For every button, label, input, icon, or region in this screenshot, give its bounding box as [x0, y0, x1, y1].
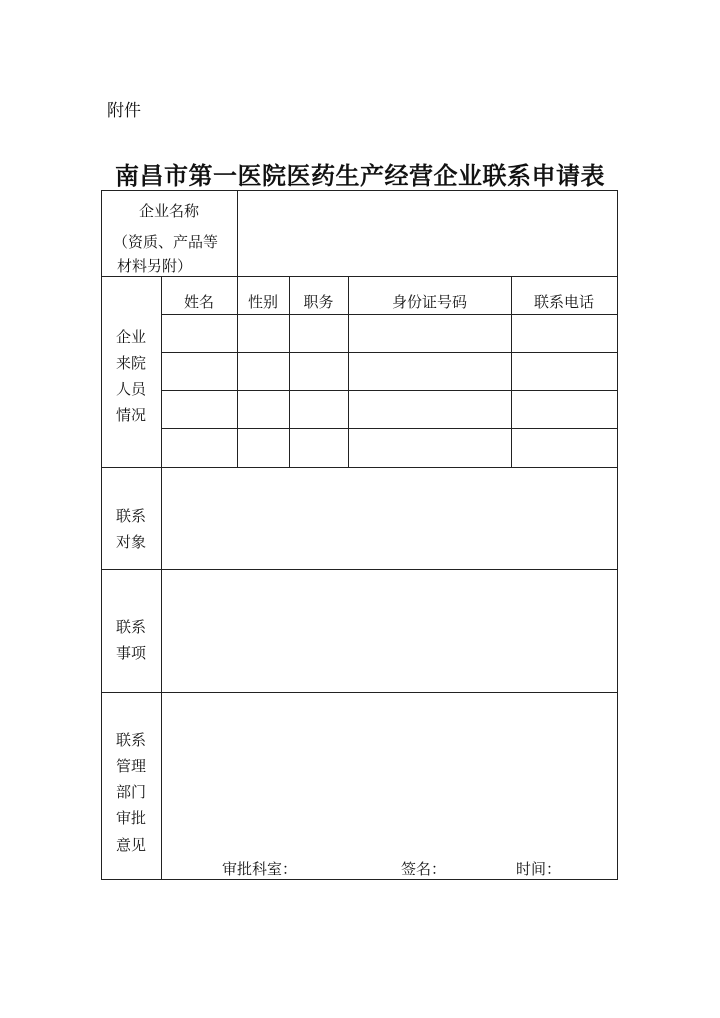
contact-matter-label-1: 联系: [115, 618, 146, 636]
contact-matter-field[interactable]: [162, 570, 617, 692]
staff-name-cell[interactable]: [162, 429, 237, 467]
company-name-label: 企业名称: [138, 202, 199, 220]
staff-name-cell[interactable]: [162, 391, 237, 428]
staff-id-cell[interactable]: [349, 429, 511, 467]
staff-label-line-3: 人员: [115, 380, 146, 398]
contact-target-label-1: 联系: [115, 507, 146, 525]
company-name-note-2: 材料另附）: [117, 257, 193, 275]
staff-position-cell[interactable]: [290, 353, 348, 390]
header-gender: 性别: [247, 293, 278, 311]
staff-id-cell[interactable]: [349, 391, 511, 428]
table-row: [162, 353, 617, 390]
header-name: 姓名: [183, 293, 214, 311]
approval-label-line-2: 管理: [115, 757, 146, 775]
attachment-label: 附件: [107, 101, 141, 121]
staff-gender-cell[interactable]: [238, 391, 289, 428]
staff-name-cell[interactable]: [162, 315, 237, 352]
approval-sign-label: 签名：: [401, 860, 447, 878]
staff-position-cell[interactable]: [290, 391, 348, 428]
table-row: [162, 391, 617, 428]
approval-opinion-field[interactable]: [162, 693, 617, 853]
staff-label-line-1: 企业: [115, 328, 146, 346]
staff-gender-cell[interactable]: [238, 353, 289, 390]
approval-label-line-5: 意见: [115, 836, 146, 854]
form-title: 南昌市第一医院医药生产经营企业联系申请表: [115, 161, 605, 190]
header-position: 职务: [303, 293, 334, 311]
staff-id-cell[interactable]: [349, 353, 511, 390]
staff-phone-cell[interactable]: [512, 391, 617, 428]
approval-label-line-1: 联系: [115, 731, 146, 749]
contact-matter-label-2: 事项: [115, 644, 146, 662]
contact-target-field[interactable]: [162, 468, 617, 569]
header-id-number: 身份证号码: [391, 293, 467, 311]
approval-label-line-4: 审批: [115, 809, 146, 827]
staff-gender-cell[interactable]: [238, 315, 289, 352]
staff-phone-cell[interactable]: [512, 315, 617, 352]
table-row: [162, 315, 617, 352]
staff-phone-cell[interactable]: [512, 353, 617, 390]
staff-label-line-2: 来院: [115, 354, 146, 372]
company-name-note-1: （资质、产品等: [113, 233, 219, 251]
company-name-field[interactable]: [238, 191, 617, 276]
staff-phone-cell[interactable]: [512, 429, 617, 467]
table-row: [162, 429, 617, 467]
approval-time-label: 时间：: [516, 860, 562, 878]
contact-target-label-2: 对象: [115, 533, 146, 551]
staff-gender-cell[interactable]: [238, 429, 289, 467]
staff-name-cell[interactable]: [162, 353, 237, 390]
approval-dept-label: 审批科室：: [222, 860, 298, 878]
header-phone: 联系电话: [533, 293, 594, 311]
staff-id-cell[interactable]: [349, 315, 511, 352]
staff-position-cell[interactable]: [290, 429, 348, 467]
approval-label-line-3: 部门: [115, 783, 146, 801]
staff-position-cell[interactable]: [290, 315, 348, 352]
staff-label-line-4: 情况: [115, 406, 146, 424]
